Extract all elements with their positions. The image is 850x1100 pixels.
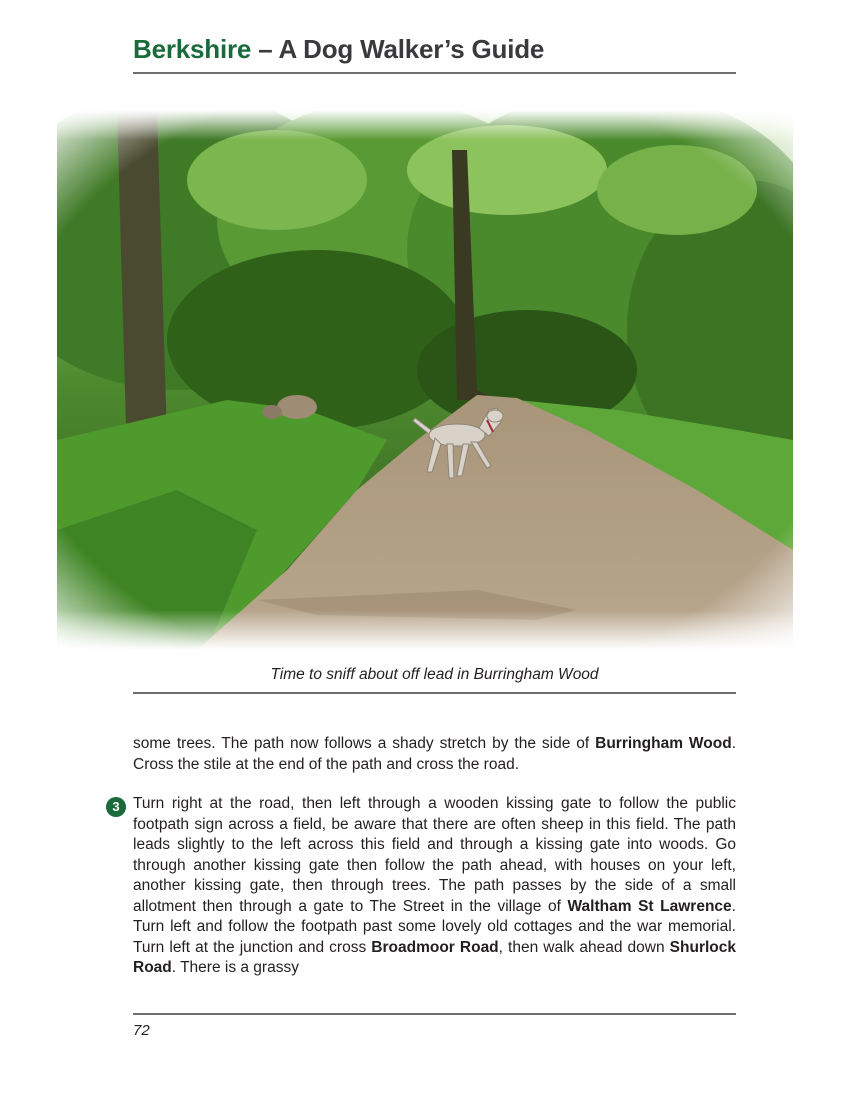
page-title — [133, 34, 544, 65]
woodland-path-photo — [57, 110, 793, 650]
place-name-bold: Burringham Wood — [595, 735, 732, 752]
text-run: . Cross the stile at the end of the path and cross the road. — [133, 735, 736, 773]
footer-rule — [133, 1013, 736, 1015]
text-run: . Turn left and follow the footpath past some lovely old cottages and the war memorial. Turn left at the junction and cross — [133, 897, 736, 956]
figure-caption: Time to sniff about off lead in Burringham Wood — [270, 666, 599, 683]
header-rule — [133, 72, 736, 74]
place-name-bold: Waltham St Lawrence — [567, 897, 732, 915]
step-3-paragraph — [133, 794, 736, 979]
place-name-bold: Shurlock Road — [133, 938, 736, 976]
text-run: some trees. The path now follows a shady stretch by the side of — [133, 735, 596, 752]
step-number-badge: 3 — [106, 797, 126, 817]
text-run: . There is a grassy — [171, 959, 299, 976]
caption-rule — [133, 692, 736, 694]
page-number: 72 — [133, 1022, 150, 1039]
text-run: Turn right at the road, then left through a wooden kissing gate to follow the public footpath sign across a field, be aware that there are often sheep in this field. The path leads slightly to the left across this field and through a kissing gate into woods. Go through another kissing gate then follow the path ahead, with houses on your left, another kissing gate, then through trees. The path passes by the side of a small allotment then through a gate to The Street in the village of — [133, 795, 736, 915]
title-brand: Berkshire — [133, 34, 252, 64]
text-run: , then walk ahead down — [498, 938, 670, 956]
title-rest: – A Dog Walker’s Guide — [251, 34, 545, 64]
place-name-bold: Broadmoor Road — [371, 938, 499, 956]
paragraph-continued — [133, 734, 736, 775]
